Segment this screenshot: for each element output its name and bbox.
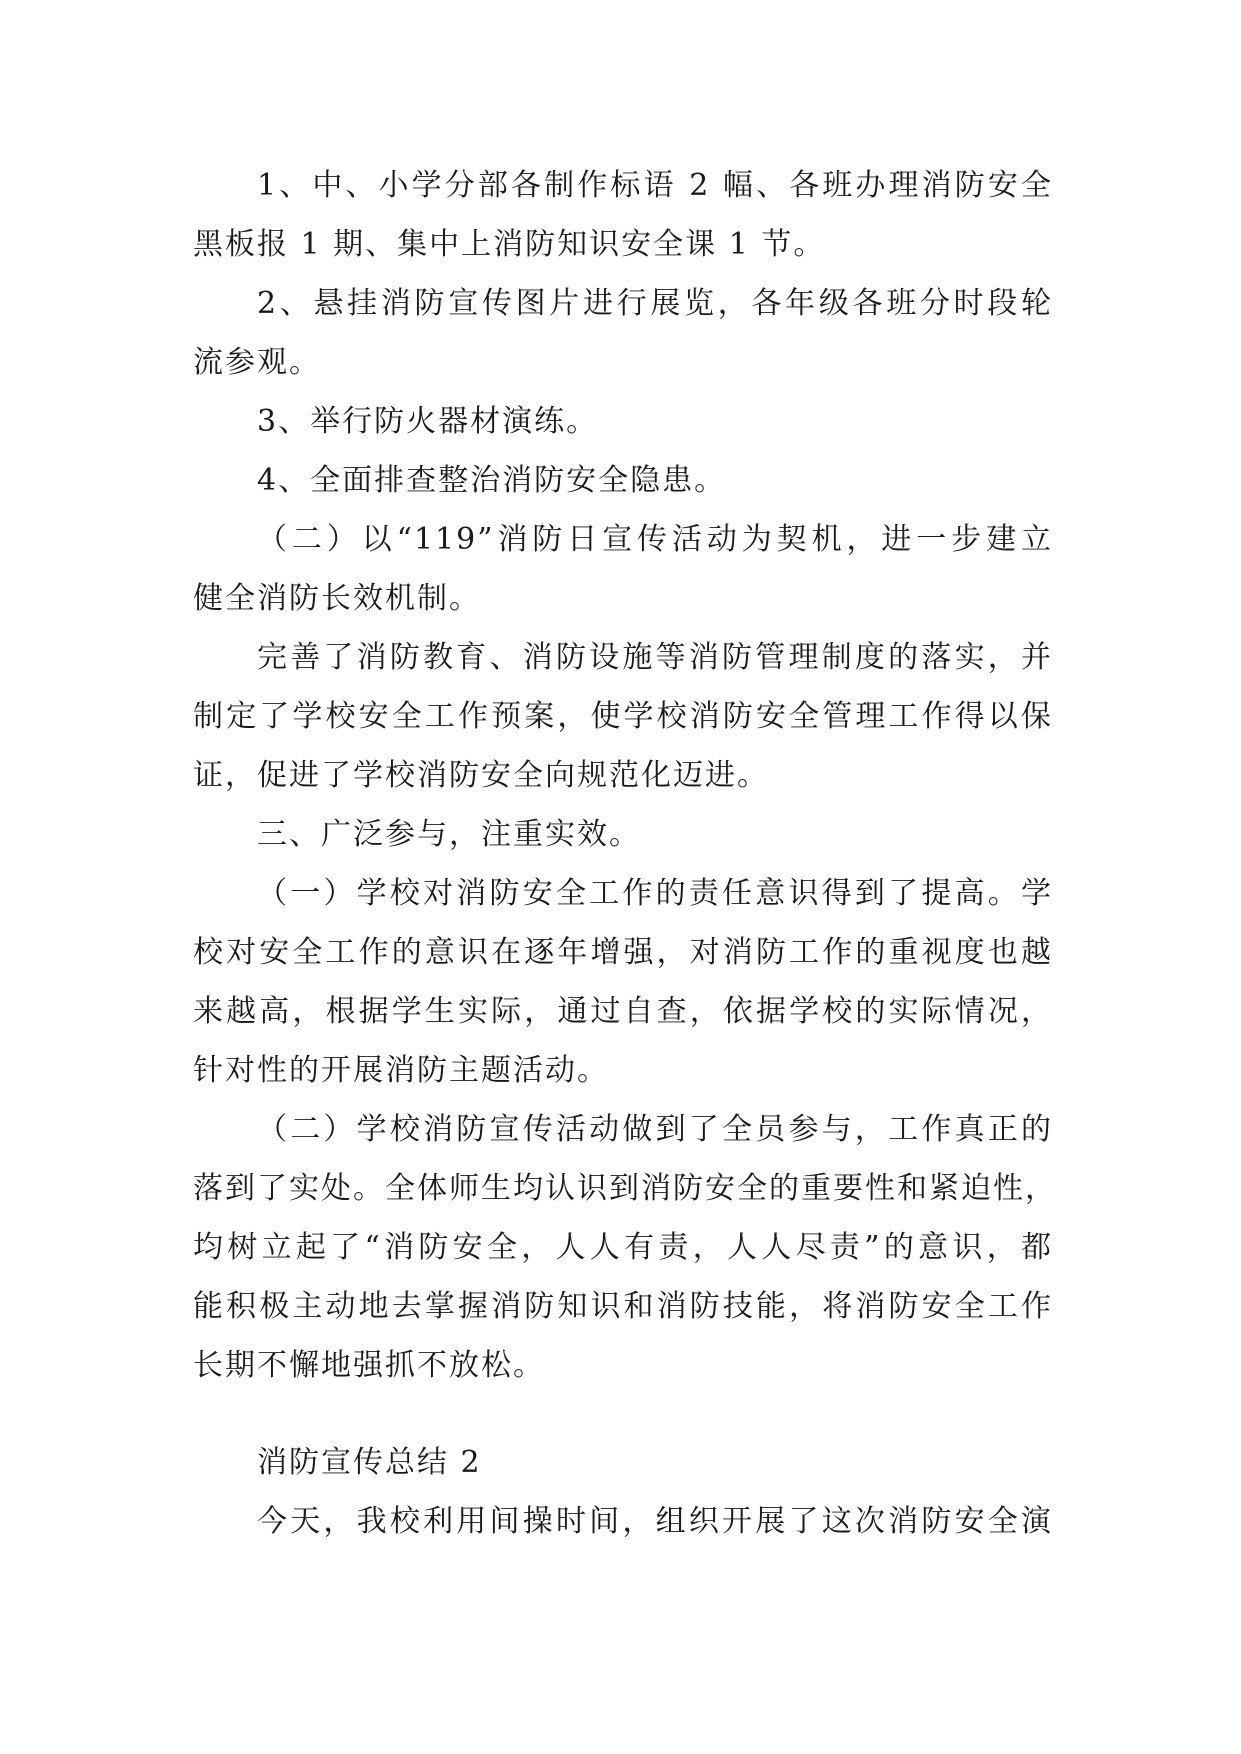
text-line: 1、中、小学分部各制作标语 2 幅、各班办理消防安全 (257, 168, 1053, 203)
text-line: 均树立起了“消防安全，人人有责，人人尽责”的意识，都 (193, 1230, 1053, 1265)
text-line: （二）学校消防宣传活动做到了全员参与，工作真正的 (257, 1112, 1053, 1147)
text-line: 能积极主动地去掌握消防知识和消防技能，将消防安全工作 (193, 1289, 1053, 1324)
text-line: 健全消防长效机制。 (193, 581, 481, 616)
text-line: 长期不懈地强抓不放松。 (193, 1348, 545, 1383)
text-line: 针对性的开展消防主题活动。 (193, 1053, 609, 1088)
text-line: 来越高，根据学生实际，通过自查，依据学校的实际情况， (193, 994, 1053, 1029)
text-line: 三、广泛参与，注重实效。 (257, 817, 641, 852)
text-line: 校对安全工作的意识在逐年增强，对消防工作的重视度也越 (193, 935, 1053, 970)
text-line: 完善了消防教育、消防设施等消防管理制度的落实，并 (257, 640, 1053, 675)
text-line: 制定了学校安全工作预案，使学校消防安全管理工作得以保 (193, 699, 1053, 734)
text-line: 今天，我校利用间操时间，组织开展了这次消防安全演 (257, 1504, 1053, 1539)
text-line: 证，促进了学校消防安全向规范化迈进。 (193, 758, 769, 793)
text-line: 2、悬挂消防宣传图片进行展览，各年级各班分时段轮 (257, 286, 1053, 321)
text-line: 3、举行防火器材演练。 (257, 404, 599, 439)
text-line: （一）学校对消防安全工作的责任意识得到了提高。学 (257, 876, 1053, 911)
text-line: 4、全面排查整治消防安全隐患。 (257, 463, 727, 498)
text-line: （二）以“119”消防日宣传活动为契机，进一步建立 (257, 522, 1053, 557)
section-title: 消防宣传总结 2 (257, 1445, 482, 1480)
text-line: 落到了实处。全体师生均认识到消防安全的重要性和紧迫性， (193, 1171, 1057, 1206)
text-line: 流参观。 (193, 345, 321, 380)
text-line: 黑板报 1 期、集中上消防知识安全课 1 节。 (193, 227, 826, 262)
